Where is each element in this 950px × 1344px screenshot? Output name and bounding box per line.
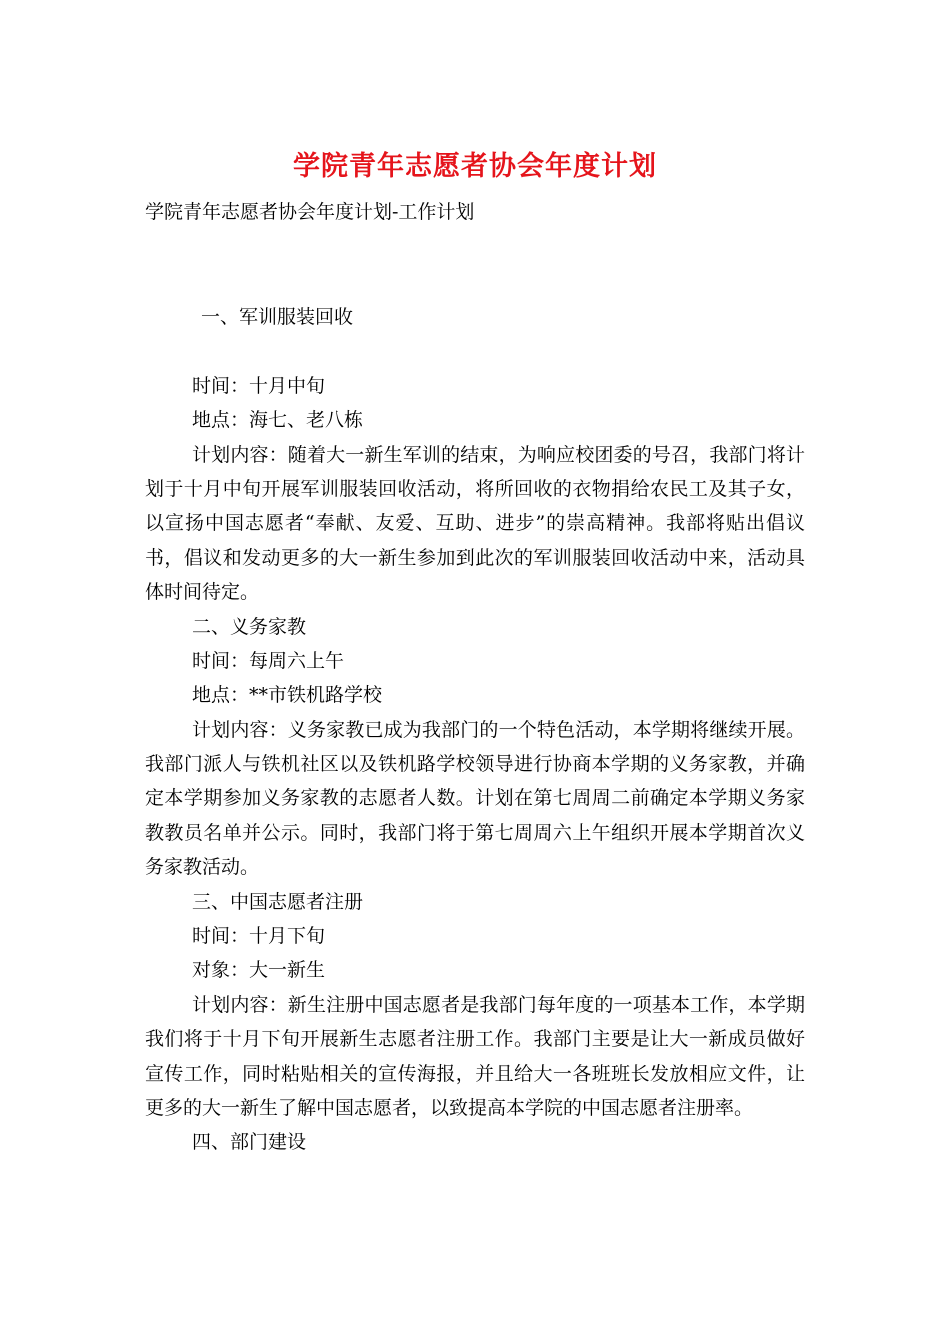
spacer [145, 334, 805, 368]
section-1-content-line: 体时间待定。 [145, 581, 260, 604]
document-title: 学院青年志愿者协会年度计划 [293, 151, 657, 182]
section-1-content-line: 书，倡议和发动更多的大一新生参加到此次的军训服装回收活动中来，活动具 [145, 546, 805, 569]
section-2-content-line: 计划内容：义务家教已成为我部门的一个特色活动，本学期将继续开展。 [192, 718, 805, 741]
section-2-place: 地点：**市铁机路学校 [192, 684, 383, 707]
section-1-place: 地点：海七、老八栋 [192, 409, 364, 432]
section-2-content-line: 教教员名单并公示。同时，我部门将于第七周周六上午组织开展本学期首次义 [145, 821, 805, 844]
section-heading-3: 三、中国志愿者注册 [192, 890, 364, 913]
section-2-time: 时间：每周六上午 [192, 649, 345, 672]
section-3-content-line: 更多的大一新生了解中国志愿者，以致提高本学院的中国志愿者注册率。 [145, 1096, 754, 1119]
section-3-target: 对象：大一新生 [192, 959, 326, 982]
section-1-content-line: 划于十月中旬开展军训服装回收活动，将所回收的衣物捐给农民工及其子女， [145, 477, 805, 500]
section-2-content-line: 我部门派人与铁机社区以及铁机路学校领导进行协商本学期的义务家教，并确 [145, 753, 805, 776]
section-1-content-line: 计划内容：随着大一新生军训的结束，为响应校团委的号召，我部门将计 [192, 443, 805, 466]
section-3-content-line: 计划内容：新生注册中国志愿者是我部门每年度的一项基本工作，本学期 [192, 993, 805, 1016]
section-1-time: 时间：十月中旬 [192, 374, 326, 397]
section-heading-2: 二、义务家教 [192, 615, 307, 638]
section-heading-1: 一、军训服装回收 [201, 306, 354, 328]
section-3-content-line: 我们将于十月下旬开展新生志愿者注册工作。我部门主要是让大一新成员做好 [145, 1028, 805, 1051]
section-heading-4: 四、部门建设 [192, 1131, 307, 1154]
document-body [145, 300, 805, 1160]
section-2-content-line: 定本学期参加义务家教的志愿者人数。计划在第七周周二前确定本学期义务家 [145, 787, 805, 810]
section-1-content-line: 以宣扬中国志愿者“奉献、友爱、互助、进步”的崇高精神。我部将贴出倡议 [145, 512, 805, 535]
section-3-time: 时间：十月下旬 [192, 925, 326, 948]
section-2-content-line: 务家教活动。 [145, 856, 260, 879]
section-3-content-line: 宣传工作，同时粘贴相关的宣传海报，并且给大一各班班长发放相应文件，让 [145, 1062, 805, 1085]
document-subtitle: 学院青年志愿者协会年度计划-工作计划 [145, 201, 475, 223]
